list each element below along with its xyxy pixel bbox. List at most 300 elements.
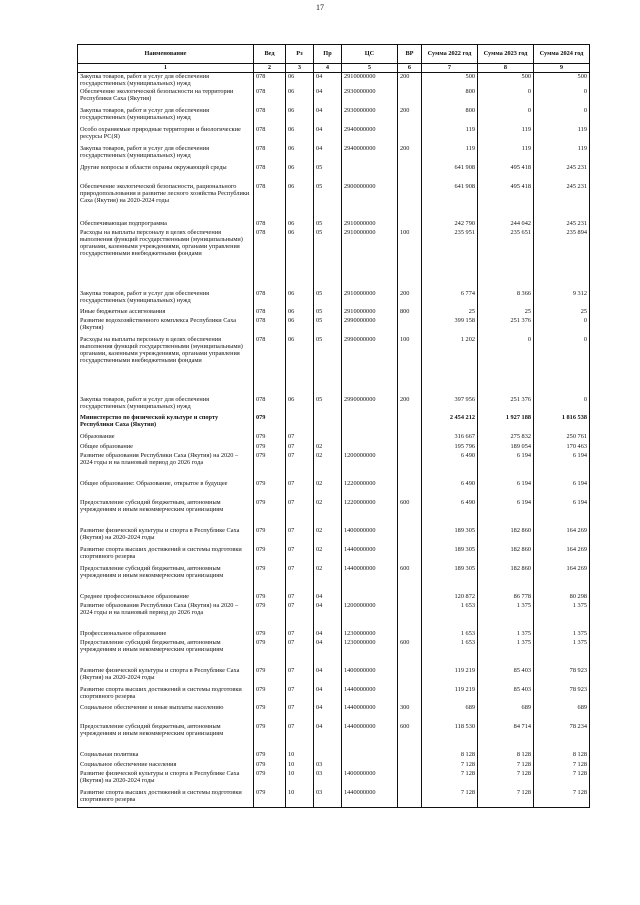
cell-name: Развитие спорта высших достижений и системы подготовки спортивного резерва <box>78 546 254 565</box>
cell-name: Развитие образования Республики Саха (Якутия) на 2020 – 2024 годы и на плановый период до 2026 года <box>78 452 254 480</box>
table-row <box>78 704 590 723</box>
cell-rz: 06 <box>286 290 314 308</box>
cell-vr: 300 <box>398 704 422 723</box>
cell-ved: 079 <box>254 723 286 751</box>
cell-ved: 079 <box>254 602 286 630</box>
cell-pr: 05 <box>314 164 342 183</box>
header-vr: ВР <box>398 45 422 64</box>
cell-sum-2024: 0 <box>534 396 590 414</box>
cell-sum-2024: 1 375 <box>534 630 590 639</box>
cell-ved: 078 <box>254 229 286 290</box>
cell-rz: 07 <box>286 704 314 723</box>
table-row <box>78 723 590 751</box>
cell-cs: 2910000000 <box>342 73 398 88</box>
cell-rz <box>286 414 314 433</box>
cell-sum-2023: 7 128 <box>478 789 534 808</box>
cell-rz: 06 <box>286 396 314 414</box>
cell-name: Развитие спорта высших достижений и системы подготовки спортивного резерва <box>78 686 254 704</box>
cell-vr <box>398 686 422 704</box>
column-index-row <box>78 64 590 73</box>
cell-sum-2024: 119 <box>534 145 590 164</box>
cell-ved: 079 <box>254 667 286 686</box>
column-index: 7 <box>422 64 478 73</box>
cell-name: Общее образование: Образование, открытое в будущее <box>78 480 254 499</box>
cell-sum-2022: 689 <box>422 704 478 723</box>
cell-cs <box>342 433 398 443</box>
table-row <box>78 452 590 480</box>
cell-ved: 078 <box>254 88 286 107</box>
cell-pr: 04 <box>314 723 342 751</box>
cell-name: Развитие образования Республики Саха (Якутия) на 2020 – 2024 годы и на плановый период до 2026 года <box>78 602 254 630</box>
cell-name: Обеспечивающая подпрограмма <box>78 220 254 229</box>
cell-pr: 03 <box>314 770 342 789</box>
cell-sum-2022: 6 774 <box>422 290 478 308</box>
table-row <box>78 546 590 565</box>
cell-name: Расходы на выплаты персоналу в целях обеспечения выполнения функций государственными (муниципальными) органами, казенными учреждениями, органами управления государственными внебюджетными фондами <box>78 336 254 396</box>
cell-ved: 079 <box>254 789 286 808</box>
cell-ved: 078 <box>254 317 286 336</box>
cell-rz: 10 <box>286 761 314 770</box>
cell-ved: 079 <box>254 704 286 723</box>
cell-ved: 079 <box>254 443 286 452</box>
cell-sum-2022: 25 <box>422 308 478 317</box>
cell-pr: 03 <box>314 761 342 770</box>
cell-vr: 200 <box>398 73 422 88</box>
cell-rz: 07 <box>286 443 314 452</box>
cell-name: Общее образование <box>78 443 254 452</box>
cell-name: Закупка товаров, работ и услуг для обеспечения государственных (муниципальных) нужд <box>78 145 254 164</box>
column-index: 9 <box>534 64 590 73</box>
cell-name: Профессиональное образование <box>78 630 254 639</box>
cell-sum-2023: 119 <box>478 126 534 145</box>
cell-name: Закупка товаров, работ и услуг для обеспечения государственных (муниципальных) нужд <box>78 73 254 88</box>
table-row <box>78 761 590 770</box>
cell-sum-2024: 164 269 <box>534 527 590 546</box>
cell-ved: 078 <box>254 396 286 414</box>
cell-sum-2023: 182 860 <box>478 527 534 546</box>
header-name: Наименование <box>78 45 254 64</box>
cell-rz: 07 <box>286 565 314 593</box>
cell-pr <box>314 433 342 443</box>
table-row <box>78 593 590 602</box>
cell-sum-2024: 1 375 <box>534 639 590 667</box>
cell-vr: 600 <box>398 499 422 527</box>
cell-sum-2023: 6 194 <box>478 480 534 499</box>
table-row <box>78 667 590 686</box>
cell-pr: 04 <box>314 686 342 704</box>
cell-ved: 079 <box>254 433 286 443</box>
cell-pr: 03 <box>314 789 342 808</box>
cell-cs: 1200000000 <box>342 452 398 480</box>
cell-name: Закупка товаров, работ и услуг для обеспечения государственных (муниципальных) нужд <box>78 290 254 308</box>
cell-rz: 06 <box>286 229 314 290</box>
cell-sum-2024: 0 <box>534 317 590 336</box>
cell-pr: 02 <box>314 527 342 546</box>
cell-sum-2022: 6 490 <box>422 452 478 480</box>
cell-sum-2023: 251 376 <box>478 317 534 336</box>
column-index: 6 <box>398 64 422 73</box>
cell-vr: 800 <box>398 308 422 317</box>
cell-ved: 078 <box>254 126 286 145</box>
cell-pr: 04 <box>314 107 342 126</box>
cell-cs: 1200000000 <box>342 602 398 630</box>
cell-ved: 079 <box>254 546 286 565</box>
cell-pr: 02 <box>314 546 342 565</box>
cell-cs: 2900000000 <box>342 183 398 220</box>
cell-sum-2023: 689 <box>478 704 534 723</box>
table-row <box>78 480 590 499</box>
budget-table <box>77 44 590 808</box>
cell-ved: 079 <box>254 770 286 789</box>
cell-name: Развитие физической культуры и спорта в Республике Саха (Якутия) на 2020-2024 годы <box>78 667 254 686</box>
cell-sum-2022: 316 667 <box>422 433 478 443</box>
cell-sum-2023: 6 194 <box>478 452 534 480</box>
cell-cs <box>342 761 398 770</box>
cell-vr <box>398 183 422 220</box>
cell-rz: 06 <box>286 317 314 336</box>
cell-cs: 1220000000 <box>342 480 398 499</box>
cell-sum-2023: 7 128 <box>478 761 534 770</box>
cell-sum-2022: 397 956 <box>422 396 478 414</box>
column-index: 5 <box>342 64 398 73</box>
header-rz: Рз <box>286 45 314 64</box>
cell-sum-2023: 1 927 188 <box>478 414 534 433</box>
cell-vr: 100 <box>398 229 422 290</box>
cell-rz: 07 <box>286 723 314 751</box>
cell-sum-2023: 85 403 <box>478 686 534 704</box>
cell-rz: 10 <box>286 751 314 761</box>
cell-rz: 06 <box>286 73 314 88</box>
cell-cs: 2990000000 <box>342 396 398 414</box>
cell-sum-2024: 245 231 <box>534 164 590 183</box>
page-number: 17 <box>316 3 324 12</box>
cell-sum-2022: 1 202 <box>422 336 478 396</box>
cell-vr <box>398 770 422 789</box>
cell-sum-2022: 800 <box>422 88 478 107</box>
header-sum-2023: Сумма 2023 год <box>478 45 534 64</box>
cell-vr <box>398 761 422 770</box>
cell-sum-2022: 7 128 <box>422 789 478 808</box>
cell-sum-2022: 1 653 <box>422 639 478 667</box>
cell-pr: 04 <box>314 593 342 602</box>
cell-rz: 07 <box>286 602 314 630</box>
cell-ved: 079 <box>254 527 286 546</box>
cell-pr: 02 <box>314 480 342 499</box>
cell-sum-2024: 1 375 <box>534 602 590 630</box>
cell-sum-2024: 250 761 <box>534 433 590 443</box>
table-row <box>78 630 590 639</box>
table-row <box>78 639 590 667</box>
cell-rz: 10 <box>286 770 314 789</box>
table-body <box>78 73 590 808</box>
cell-sum-2024: 689 <box>534 704 590 723</box>
cell-ved: 079 <box>254 480 286 499</box>
cell-cs: 2990000000 <box>342 336 398 396</box>
cell-name: Иные бюджетные ассигнования <box>78 308 254 317</box>
table-row <box>78 336 590 396</box>
cell-name: Развитие физической культуры и спорта в Республике Саха (Якутия) на 2020-2024 годы <box>78 527 254 546</box>
cell-cs: 2910000000 <box>342 290 398 308</box>
cell-cs <box>342 443 398 452</box>
cell-sum-2022: 235 951 <box>422 229 478 290</box>
cell-rz: 07 <box>286 480 314 499</box>
cell-cs: 2930000000 <box>342 88 398 107</box>
cell-cs: 1440000000 <box>342 789 398 808</box>
cell-sum-2024: 7 128 <box>534 770 590 789</box>
cell-sum-2024: 0 <box>534 107 590 126</box>
cell-sum-2023: 235 651 <box>478 229 534 290</box>
cell-pr: 04 <box>314 667 342 686</box>
cell-vr <box>398 452 422 480</box>
table-row <box>78 602 590 630</box>
cell-sum-2022: 641 908 <box>422 183 478 220</box>
cell-vr <box>398 630 422 639</box>
cell-name: Обеспечение экологической безопасности на территории Республики Саха (Якутия) <box>78 88 254 107</box>
cell-name: Предоставление субсидий бюджетным, автономным учреждениям и иным некоммерческим организациям <box>78 723 254 751</box>
cell-rz: 06 <box>286 308 314 317</box>
column-index: 1 <box>78 64 254 73</box>
cell-sum-2023: 495 418 <box>478 183 534 220</box>
cell-ved: 078 <box>254 107 286 126</box>
table-row <box>78 751 590 761</box>
cell-sum-2022: 119 <box>422 126 478 145</box>
cell-sum-2023: 86 778 <box>478 593 534 602</box>
cell-pr: 02 <box>314 452 342 480</box>
cell-rz: 06 <box>286 183 314 220</box>
cell-vr <box>398 602 422 630</box>
cell-sum-2022: 120 872 <box>422 593 478 602</box>
cell-vr <box>398 789 422 808</box>
cell-sum-2024: 7 128 <box>534 761 590 770</box>
cell-vr <box>398 593 422 602</box>
cell-rz: 07 <box>286 527 314 546</box>
header-sum-2022: Сумма 2022 год <box>422 45 478 64</box>
table-row <box>78 164 590 183</box>
cell-rz: 06 <box>286 126 314 145</box>
cell-cs: 2940000000 <box>342 126 398 145</box>
table-row <box>78 317 590 336</box>
cell-vr: 200 <box>398 290 422 308</box>
table-row <box>78 290 590 308</box>
cell-sum-2023: 0 <box>478 107 534 126</box>
cell-cs: 1400000000 <box>342 667 398 686</box>
cell-vr <box>398 751 422 761</box>
cell-pr: 05 <box>314 290 342 308</box>
cell-vr: 600 <box>398 639 422 667</box>
cell-name: Закупка товаров, работ и услуг для обеспечения государственных (муниципальных) нужд <box>78 396 254 414</box>
table-row <box>78 789 590 808</box>
cell-sum-2024: 170 463 <box>534 443 590 452</box>
column-index: 8 <box>478 64 534 73</box>
cell-vr <box>398 414 422 433</box>
cell-ved: 079 <box>254 499 286 527</box>
table-row <box>78 126 590 145</box>
cell-sum-2023: 251 376 <box>478 396 534 414</box>
cell-sum-2022: 119 219 <box>422 686 478 704</box>
cell-sum-2024: 6 194 <box>534 452 590 480</box>
cell-rz: 07 <box>286 667 314 686</box>
cell-vr: 100 <box>398 336 422 396</box>
cell-name: Социальная политика <box>78 751 254 761</box>
cell-pr: 05 <box>314 396 342 414</box>
table-row <box>78 433 590 443</box>
cell-vr <box>398 220 422 229</box>
cell-name: Развитие спорта высших достижений и системы подготовки спортивного резерва <box>78 789 254 808</box>
cell-name: Предоставление субсидий бюджетным, автономным учреждениям и иным некоммерческим организациям <box>78 639 254 667</box>
table-row <box>78 565 590 593</box>
table-row <box>78 499 590 527</box>
cell-pr: 04 <box>314 126 342 145</box>
cell-rz: 06 <box>286 107 314 126</box>
cell-sum-2023: 495 418 <box>478 164 534 183</box>
cell-rz: 07 <box>286 630 314 639</box>
cell-ved: 078 <box>254 145 286 164</box>
cell-sum-2024: 9 312 <box>534 290 590 308</box>
cell-name: Обеспечение экологической безопасности, рационального природопользования и развитие лесного хозяйства Республики Саха (Якутия) на 2020-2024 годы <box>78 183 254 220</box>
cell-sum-2024: 164 269 <box>534 546 590 565</box>
cell-vr <box>398 88 422 107</box>
cell-cs <box>342 164 398 183</box>
cell-sum-2023: 1 375 <box>478 602 534 630</box>
cell-pr <box>314 751 342 761</box>
cell-sum-2023: 1 375 <box>478 630 534 639</box>
cell-sum-2022: 119 <box>422 145 478 164</box>
cell-cs: 1400000000 <box>342 527 398 546</box>
cell-sum-2024: 80 298 <box>534 593 590 602</box>
cell-sum-2023: 8 128 <box>478 751 534 761</box>
cell-vr <box>398 443 422 452</box>
cell-sum-2024: 0 <box>534 88 590 107</box>
cell-sum-2023: 7 128 <box>478 770 534 789</box>
cell-pr: 05 <box>314 308 342 317</box>
cell-sum-2024: 235 894 <box>534 229 590 290</box>
cell-ved: 079 <box>254 630 286 639</box>
cell-sum-2024: 0 <box>534 336 590 396</box>
cell-pr: 04 <box>314 73 342 88</box>
cell-sum-2022: 800 <box>422 107 478 126</box>
cell-rz: 07 <box>286 686 314 704</box>
cell-ved: 079 <box>254 565 286 593</box>
cell-ved: 078 <box>254 220 286 229</box>
table-row <box>78 183 590 220</box>
cell-ved: 078 <box>254 336 286 396</box>
cell-cs: 1220000000 <box>342 499 398 527</box>
cell-vr <box>398 433 422 443</box>
cell-rz: 07 <box>286 639 314 667</box>
cell-cs <box>342 414 398 433</box>
cell-sum-2022: 8 128 <box>422 751 478 761</box>
cell-sum-2022: 1 653 <box>422 602 478 630</box>
table-row <box>78 396 590 414</box>
cell-sum-2023: 84 714 <box>478 723 534 751</box>
cell-cs: 2930000000 <box>342 107 398 126</box>
cell-pr: 04 <box>314 630 342 639</box>
cell-pr <box>314 414 342 433</box>
cell-vr: 600 <box>398 723 422 751</box>
cell-sum-2023: 1 375 <box>478 639 534 667</box>
cell-sum-2023: 25 <box>478 308 534 317</box>
cell-rz: 06 <box>286 220 314 229</box>
cell-sum-2024: 245 231 <box>534 183 590 220</box>
cell-pr: 04 <box>314 704 342 723</box>
cell-ved: 078 <box>254 290 286 308</box>
cell-rz: 07 <box>286 546 314 565</box>
cell-cs: 1400000000 <box>342 770 398 789</box>
cell-sum-2023: 189 054 <box>478 443 534 452</box>
cell-pr: 05 <box>314 317 342 336</box>
cell-cs <box>342 751 398 761</box>
cell-sum-2022: 6 490 <box>422 499 478 527</box>
cell-vr <box>398 527 422 546</box>
header-sum-2024: Сумма 2024 год <box>534 45 590 64</box>
cell-sum-2022: 189 305 <box>422 546 478 565</box>
table-row <box>78 414 590 433</box>
table-row <box>78 220 590 229</box>
cell-name: Среднее профессиональное образование <box>78 593 254 602</box>
table-row <box>78 73 590 88</box>
cell-pr: 05 <box>314 229 342 290</box>
cell-name: Социальное обеспечение и иные выплаты населению <box>78 704 254 723</box>
cell-ved: 079 <box>254 761 286 770</box>
cell-cs: 1440000000 <box>342 546 398 565</box>
cell-sum-2024: 7 128 <box>534 789 590 808</box>
cell-sum-2024: 78 923 <box>534 686 590 704</box>
cell-ved: 079 <box>254 639 286 667</box>
cell-sum-2023: 85 403 <box>478 667 534 686</box>
cell-rz: 06 <box>286 88 314 107</box>
cell-rz: 07 <box>286 452 314 480</box>
cell-rz: 07 <box>286 499 314 527</box>
cell-sum-2022: 7 128 <box>422 770 478 789</box>
cell-sum-2023: 500 <box>478 73 534 88</box>
cell-sum-2022: 118 530 <box>422 723 478 751</box>
cell-vr: 200 <box>398 145 422 164</box>
cell-name: Образование <box>78 433 254 443</box>
cell-sum-2022: 242 790 <box>422 220 478 229</box>
cell-name: Расходы на выплаты персоналу в целях обеспечения выполнения функций государственными (муниципальными) органами, казенными учреждениями, органами управления государственными внебюджетными фондами <box>78 229 254 290</box>
cell-sum-2022: 2 454 212 <box>422 414 478 433</box>
cell-vr <box>398 164 422 183</box>
cell-sum-2024: 245 231 <box>534 220 590 229</box>
column-index: 2 <box>254 64 286 73</box>
cell-pr: 04 <box>314 88 342 107</box>
cell-cs: 1440000000 <box>342 704 398 723</box>
cell-ved: 079 <box>254 414 286 433</box>
cell-sum-2024: 119 <box>534 126 590 145</box>
cell-cs: 2910000000 <box>342 229 398 290</box>
cell-ved: 078 <box>254 73 286 88</box>
table-row <box>78 686 590 704</box>
cell-cs: 1440000000 <box>342 565 398 593</box>
cell-vr: 200 <box>398 107 422 126</box>
cell-sum-2022: 189 305 <box>422 527 478 546</box>
cell-sum-2022: 195 796 <box>422 443 478 452</box>
table-row <box>78 770 590 789</box>
cell-rz: 10 <box>286 789 314 808</box>
cell-ved: 079 <box>254 593 286 602</box>
cell-cs: 2990000000 <box>342 317 398 336</box>
cell-name: Социальное обеспечение населения <box>78 761 254 770</box>
cell-pr: 04 <box>314 145 342 164</box>
cell-name: Особо охраняемые природные территории и биологические ресурсы РС(Я) <box>78 126 254 145</box>
cell-sum-2022: 6 490 <box>422 480 478 499</box>
cell-cs: 1230000000 <box>342 630 398 639</box>
cell-sum-2023: 0 <box>478 88 534 107</box>
cell-pr: 04 <box>314 602 342 630</box>
cell-rz: 06 <box>286 164 314 183</box>
cell-sum-2023: 244 042 <box>478 220 534 229</box>
cell-rz: 07 <box>286 593 314 602</box>
